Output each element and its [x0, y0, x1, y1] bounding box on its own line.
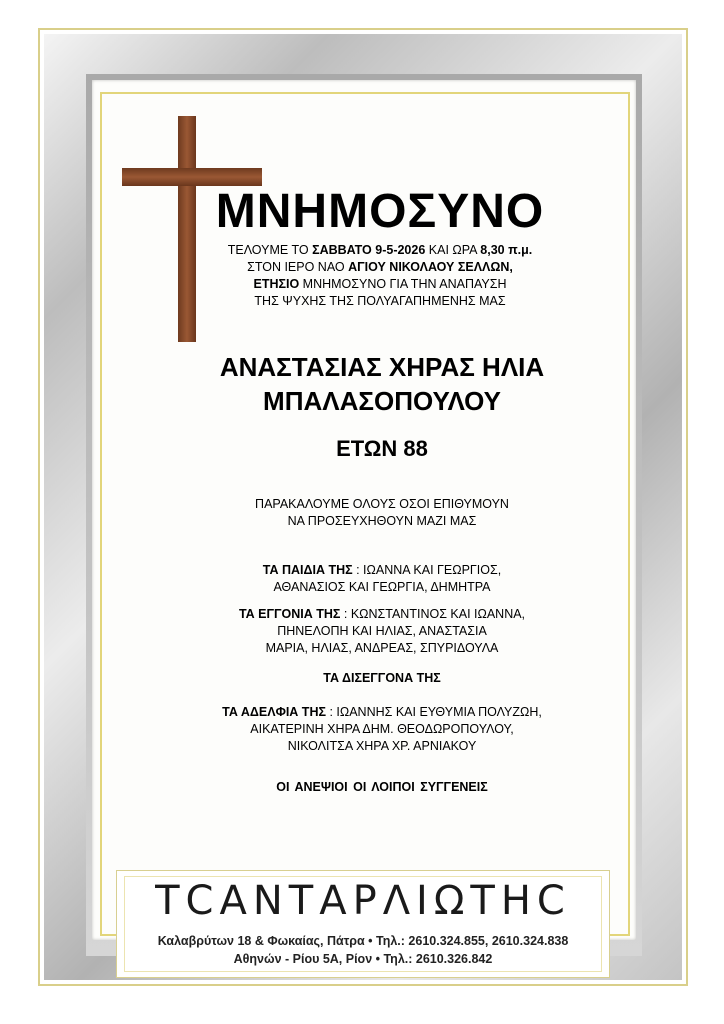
deceased-name: ΑΝΑΣΤΑΣΙΑΣ ΧΗΡΑΣ ΗΛΙΑ ΜΠΑΛΑΣΟΠΟΥΛΟΥ [219, 352, 545, 416]
grandchildren-label: ΤΑ ΕΓΓΟΝΙΑ ΤΗΣ [238, 607, 341, 621]
children-list: ΤΑ ΠΑΙΔΙΑ ΤΗΣ : ΙΩΑΝΝΑ ΚΑΙ ΓΕΩΡΓΙΟΣ, ΑΘΑΝΑΣΙΟΣ ΚΑΙ ΓΕΩΡΓΙΑ, ΔΗΜΗΤΡΑ [262, 563, 502, 594]
grandchildren-list: ΤΑ ΕΓΓΟΝΙΑ ΤΗΣ : ΚΩΝΣΤΑΝΤΙΝΟΣ ΚΑΙ ΙΩΑΝΝΑ, ΠΗΝΕΛΟΠΗ ΚΑΙ ΗΛΙΑΣ, ΑΝΑΣΤΑΣΙΑ ΜΑΡΙΑ, ΗΛΙΑΣ, ΑΝΔΡΕΑΣ, ΣΠΥΡΙΔΟΥΛΑ [238, 607, 526, 655]
funeral-home-address-patra: Καλαβρύτων 18 & Φωκαίας, Πάτρα • Τηλ.: 2610.324.855, 2610.324.838 [157, 934, 569, 948]
service-time: 8,30 π.μ. [480, 243, 533, 257]
service-line-church: ΣΤΟΝ ΙΕΡΟ ΝΑΟ ΑΓΙΟΥ ΝΙΚΟΛΑΟΥ ΣΕΛΛΩΝ, [247, 260, 513, 274]
notice-title: ΜΝΗΜΟΣΥΝΟ [215, 185, 545, 238]
deceased-age: ΕΤΩΝ 88 [336, 436, 428, 461]
closing-relatives: ΟΙ ΑΝΕΨΙΟΙ ΟΙ ΛΟΙΠΟΙ ΣΥΓΓΕΝΕΙΣ [276, 780, 488, 794]
service-details [210, 242, 550, 310]
funeral-home-logo: ΤCΑΝΤΑΡΛΙΩΤΗC [155, 878, 571, 924]
prayer-request: ΠΑΡΑΚΑΛΟΥΜΕ ΟΛΟΥΣ ΟΣΟΙ ΕΠΙΘΥΜΟΥΝ ΝΑ ΠΡΟΣΕΥΧΗΘΟΥΝ ΜΑΖΙ ΜΑΣ [255, 497, 509, 528]
children-label: ΤΑ ΠΑΙΔΙΑ ΤΗΣ [262, 563, 353, 577]
funeral-home-address-rion: Αθηνών - Ρίου 5Α, Ρίον • Τηλ.: 2610.326.842 [233, 952, 493, 966]
service-date: ΣΑΒΒΑΤΟ 9-5-2026 [312, 243, 426, 257]
service-line-soul: ΤΗΣ ΨΥΧΗΣ ΤΗΣ ΠΟΛΥΑΓΑΠΗΜΕΝΗΣ ΜΑΣ [254, 294, 506, 308]
church-name: ΑΓΙΟΥ ΝΙΚΟΛΑΟΥ ΣΕΛΛΩΝ, [348, 260, 513, 274]
siblings-label: ΤΑ ΑΔΕΛΦΙΑ ΤΗΣ [222, 705, 326, 719]
siblings-list: ΤΑ ΑΔΕΛΦΙΑ ΤΗΣ : ΙΩΑΝΝΗΣ ΚΑΙ ΕΥΘΥΜΙΑ ΠΟΛΥΖΩΗ, ΑΙΚΑΤΕΡΙΝΗ ΧΗΡΑ ΔΗΜ. ΘΕΟΔΩΡΟΠΟΥΛΟΥ, ΝΙΚΟΛΙΤΣΑ ΧΗΡΑ ΧΡ. ΑΡΝΙΑΚΟΥ [222, 705, 542, 753]
service-line-memorial: ΕΤΗΣΙΟ ΜΝΗΜΟΣΥΝΟ ΓΙΑ ΤΗΝ ΑΝΑΠΑΥΣΗ [253, 277, 507, 291]
service-line-date: ΤΕΛΟΥΜΕ ΤΟ ΣΑΒΒΑΤΟ 9-5-2026 ΚΑΙ ΩΡΑ 8,30 π.μ. [227, 243, 533, 257]
great-grandchildren-label: ΤΑ ΔΙΣΕΓΓΟΝΑ ΤΗΣ [323, 671, 441, 685]
